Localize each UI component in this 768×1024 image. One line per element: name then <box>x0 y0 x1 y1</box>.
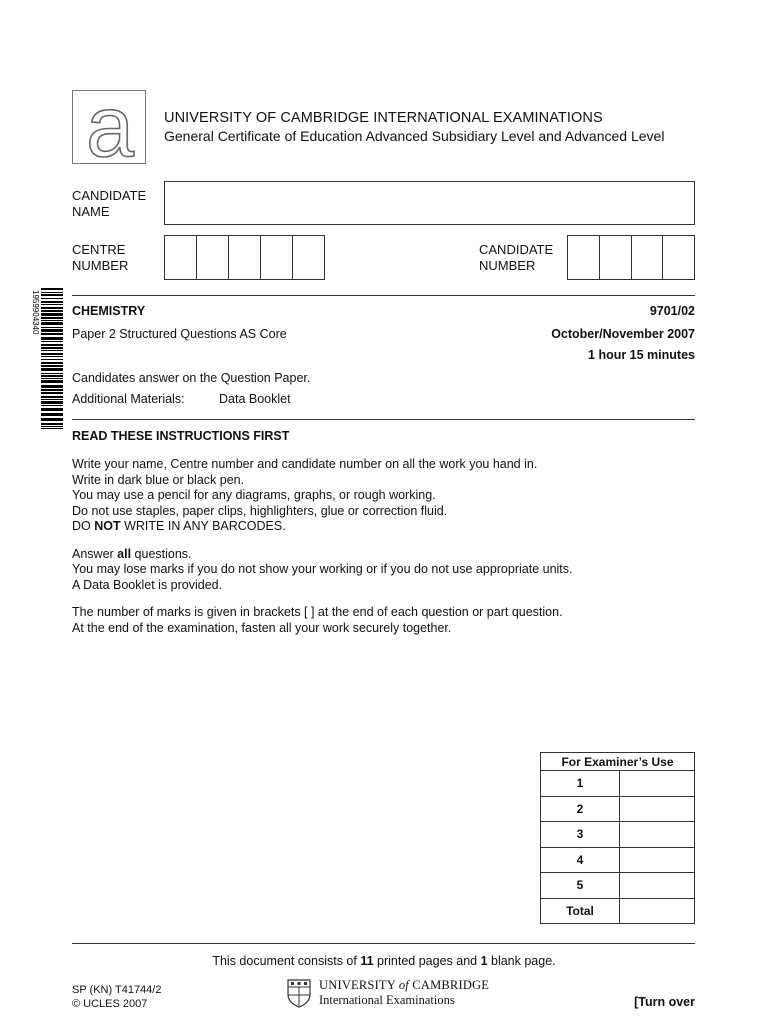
barcode-bar <box>41 408 63 411</box>
barcode-bar <box>41 359 63 360</box>
digit-box[interactable] <box>663 236 694 279</box>
barcode-bar <box>41 350 63 351</box>
barcode-bar <box>41 375 63 377</box>
barcode-bar <box>41 356 63 357</box>
barcode-bar <box>41 428 63 429</box>
table-row: 2 <box>541 796 695 822</box>
examiner-use-table <box>540 752 695 924</box>
barcode-bar <box>41 320 63 321</box>
board-title: UNIVERSITY OF CAMBRIDGE INTERNATIONAL EXAMINATIONS <box>164 110 603 126</box>
instruction-line: A Data Booklet is provided. <box>72 577 223 592</box>
barcode-bar <box>41 389 63 391</box>
barcode-bar <box>41 307 63 309</box>
centre-number-label: CENTRE NUMBER <box>72 242 129 273</box>
barcode-bar <box>41 292 63 293</box>
candidate-name-label: CANDIDATE NAME <box>72 188 147 219</box>
barcode-bar <box>41 380 63 383</box>
barcode <box>29 288 63 431</box>
barcode-bar <box>41 329 63 332</box>
instruction-line: The number of marks is given in brackets [ ] at the end of each question or part question. <box>72 605 563 619</box>
instructions-heading: READ THESE INSTRUCTIONS FIRST <box>72 429 290 443</box>
paper-code: 9701/02 <box>649 304 695 318</box>
barcode-bar <box>41 333 63 335</box>
instruction-line: Answer all questions. <box>72 546 192 561</box>
barcode-bar <box>41 327 63 328</box>
digit-box[interactable] <box>600 236 632 279</box>
barcode-bar <box>41 337 63 340</box>
materials-value: Data Booklet <box>219 392 291 406</box>
mark-cell[interactable] <box>620 771 695 797</box>
instructions-body <box>72 457 692 636</box>
exam-duration: 1 hour 15 minutes <box>588 348 695 362</box>
barcode-bar <box>41 405 63 406</box>
barcode-bar <box>41 373 63 374</box>
barcode-number: 1959904340 <box>31 290 40 335</box>
digit-box[interactable] <box>197 236 229 279</box>
barcode-bar <box>41 378 63 379</box>
barcode-bar <box>41 418 63 421</box>
barcode-bar <box>41 310 63 312</box>
barcode-bar <box>41 353 63 355</box>
barcode-bar <box>41 401 63 404</box>
candidate-name-field[interactable] <box>164 181 695 225</box>
copyright: © UCLES 2007 <box>72 998 148 1010</box>
barcode-bar <box>41 396 63 398</box>
instruction-line: DO NOT WRITE IN ANY BARCODES. <box>72 519 286 533</box>
mark-cell[interactable] <box>620 822 695 848</box>
digit-box[interactable] <box>165 236 197 279</box>
crest-icon <box>286 978 312 1008</box>
turn-over: [Turn over <box>634 995 695 1009</box>
table-row <box>541 898 695 924</box>
paper-title: Paper 2 Structured Questions AS Core <box>72 327 287 341</box>
barcode-bar <box>41 385 63 388</box>
barcode-bar <box>41 341 63 342</box>
barcode-bar <box>41 294 63 296</box>
mark-cell[interactable] <box>620 873 695 899</box>
instruction-line: Write in dark blue or black pen. <box>72 472 245 487</box>
barcode-bar <box>41 298 63 299</box>
barcode-bar <box>41 365 63 367</box>
logo-letter: a <box>86 79 134 175</box>
barcode-bar <box>41 368 63 371</box>
table-row: 3 <box>541 822 695 848</box>
centre-number-field[interactable] <box>164 235 325 280</box>
candidate-number-field[interactable] <box>567 235 695 280</box>
mark-cell[interactable] <box>620 847 695 873</box>
table-row: 4 <box>541 847 695 873</box>
candidate-number-label: CANDIDATE NUMBER <box>479 242 554 273</box>
total-cell[interactable] <box>620 898 695 924</box>
mark-cell[interactable] <box>620 796 695 822</box>
table-row: 5 <box>541 873 695 899</box>
divider <box>72 295 695 296</box>
barcode-bar <box>41 317 63 319</box>
subject: CHEMISTRY <box>72 304 146 318</box>
digit-box[interactable] <box>293 236 324 279</box>
instruction-line: Write your name, Centre number and candidate number on all the work you hand in. <box>72 457 538 471</box>
instruction-line: You may lose marks if you do not show your working or if you do not use appropriate units. <box>72 562 573 576</box>
exam-session: October/November 2007 <box>551 327 695 341</box>
materials-label: Additional Materials: <box>72 392 185 406</box>
digit-box[interactable] <box>261 236 293 279</box>
instruction-line: You may use a pencil for any diagrams, graphs, or rough working. <box>72 488 436 502</box>
total-label: Total <box>541 898 620 924</box>
barcode-bar <box>41 301 63 303</box>
instruction-line: At the end of the examination, fasten all your work securely together. <box>72 620 452 635</box>
divider <box>72 943 695 944</box>
qualification-title: General Certificate of Education Advanced Subsidiary Level and Advanced Level <box>164 128 665 144</box>
barcode-bar <box>41 399 63 400</box>
barcode-bar <box>41 344 63 346</box>
barcode-bar <box>41 347 63 349</box>
barcode-bar <box>41 322 63 325</box>
document-reference: SP (KN) T41744/2 <box>72 984 162 996</box>
barcode-bar <box>41 313 63 316</box>
digit-box[interactable] <box>229 236 261 279</box>
barcode-bar <box>41 413 63 416</box>
board-logo <box>72 79 146 175</box>
barcode-bar <box>41 423 63 425</box>
table-row: 1 <box>541 771 695 797</box>
digit-box[interactable] <box>632 236 664 279</box>
divider <box>72 419 695 420</box>
barcode-bar <box>41 392 63 394</box>
answer-instruction: Candidates answer on the Question Paper. <box>72 371 311 385</box>
digit-box[interactable] <box>568 236 600 279</box>
examiner-table-heading: For Examiner’s Use <box>541 753 695 771</box>
barcode-bar <box>41 304 63 305</box>
barcode-bar <box>41 362 63 364</box>
page-count-note: This document consists of 11 printed pages and 1 blank page. <box>212 954 556 968</box>
barcode-bar <box>41 426 63 427</box>
barcode-bar <box>41 288 63 290</box>
footer-ref <box>72 983 161 1011</box>
instruction-line: Do not use staples, paper clips, highlighters, glue or correction fluid. <box>72 503 448 518</box>
